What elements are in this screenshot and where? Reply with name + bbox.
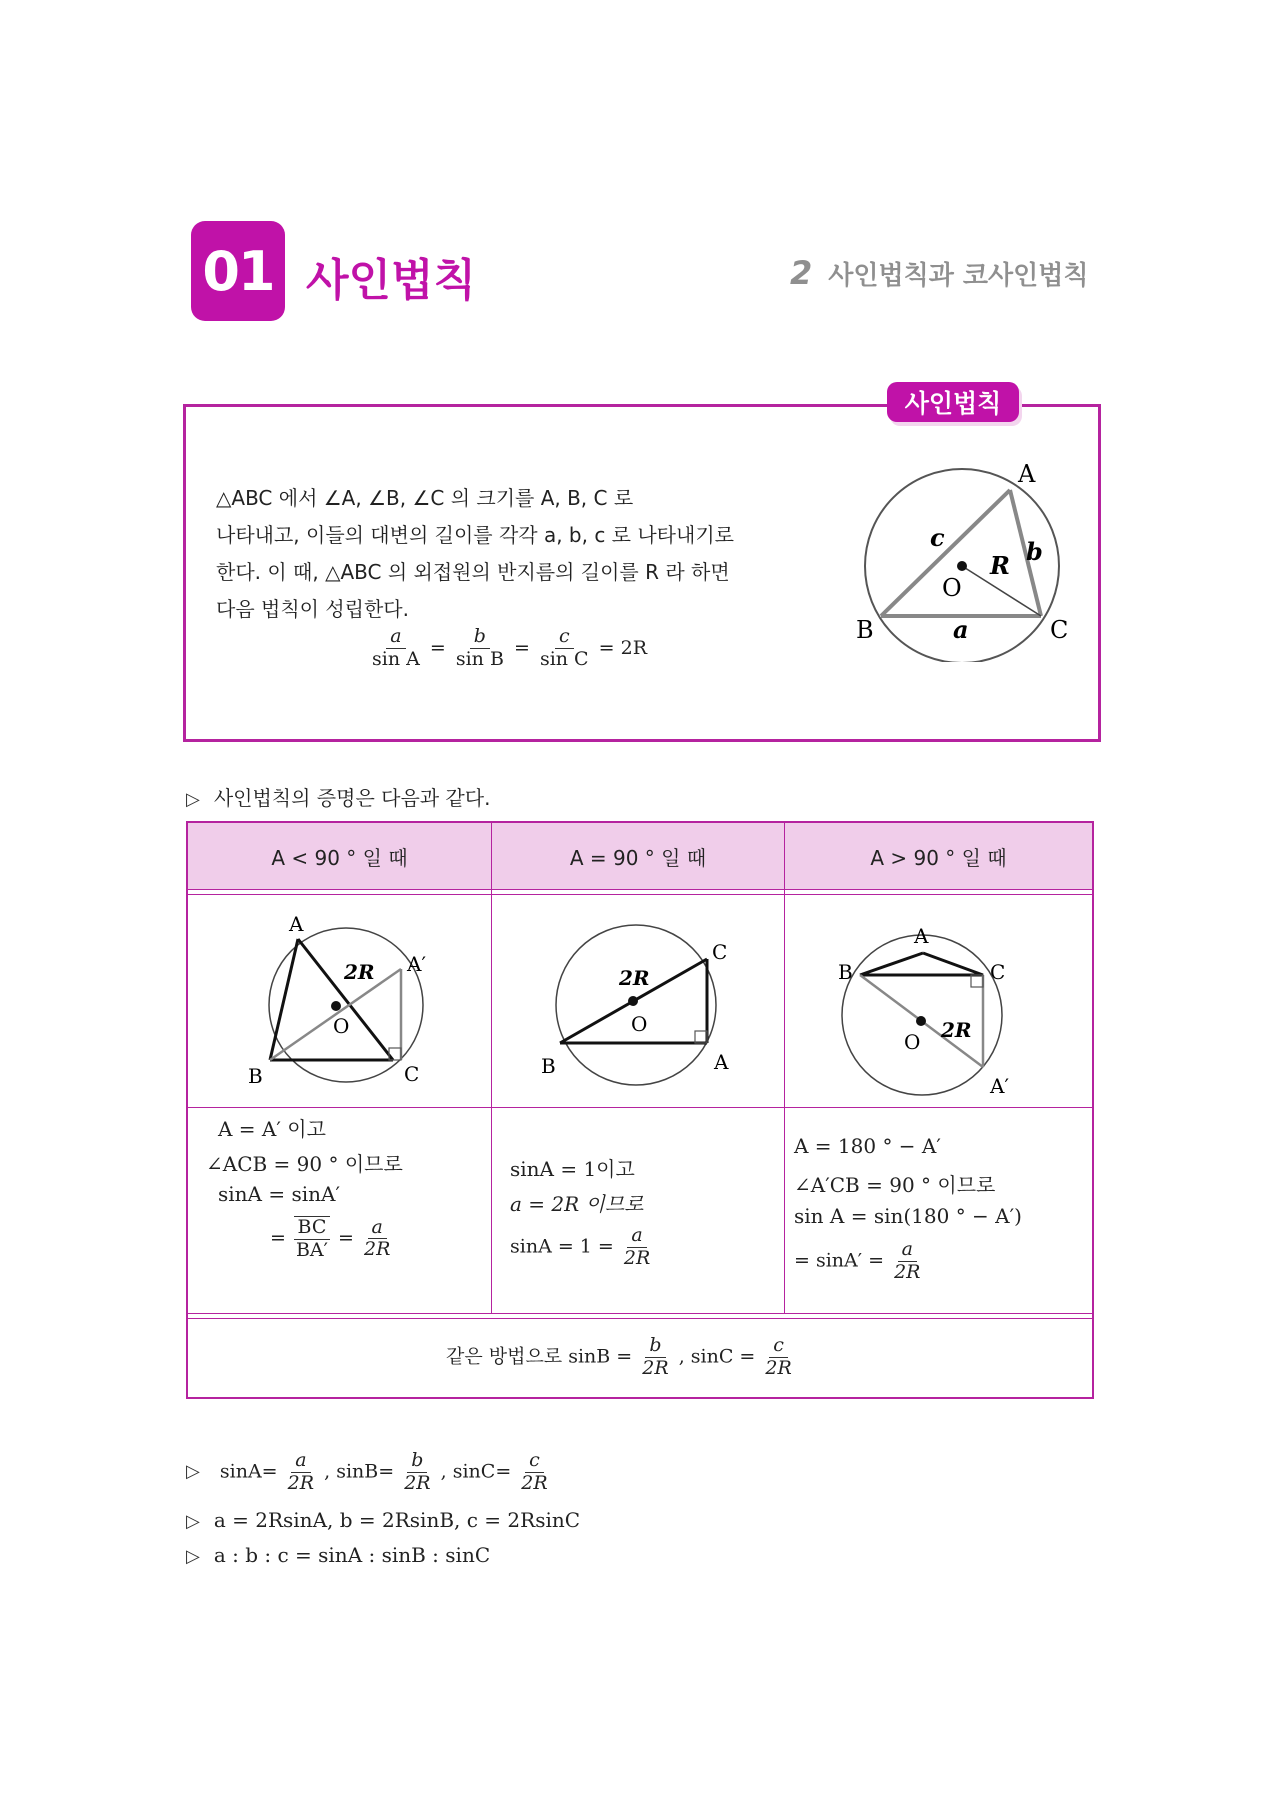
chapter-number: 2 (790, 254, 813, 292)
formula-eq: = (429, 636, 446, 659)
summary-sinB: , sinB= (324, 1460, 395, 1483)
col1-frac1-den: BA′ (295, 1238, 328, 1261)
header-obtuse: A > 90 ° 일 때 (785, 823, 1092, 889)
summary-n1: a (291, 1450, 310, 1473)
label-2R: 2R (619, 966, 650, 990)
col3-frac-num: a (898, 1239, 917, 1262)
law-text-line-4: 다음 법칙이 성립한다. (216, 597, 409, 621)
label-Aprime: A′ (990, 1074, 1009, 1098)
label-R: R (990, 551, 1010, 580)
label-B: B (248, 1064, 263, 1088)
label-A: A (914, 924, 929, 948)
label-Aprime: A′ (407, 952, 426, 976)
label-C: C (990, 960, 1006, 984)
section-number-badge: 01 (191, 221, 285, 321)
col3-frac-den: 2R (894, 1260, 921, 1283)
sine-law-formula (368, 626, 647, 671)
col3-fraction-line (794, 1239, 924, 1284)
col2-line1: sinA = 1이고 (510, 1157, 635, 1181)
label-O: O (942, 574, 962, 602)
label-B: B (856, 616, 874, 644)
formula-den-sinA: sin A (372, 647, 420, 670)
triangle-bullet-icon: ▷ (186, 1546, 200, 1567)
label-2R: 2R (941, 1018, 972, 1042)
proof-intro (186, 782, 490, 811)
footer-fc-num: c (769, 1335, 788, 1358)
summary-line-2 (186, 1508, 580, 1532)
col2-line2: a = 2R 이므로 (510, 1192, 644, 1216)
formula-eq: = (513, 636, 530, 659)
circumcircle-diagram (850, 452, 1090, 662)
col3-line2: ∠A′CB = 90 ° 이므로 (794, 1173, 996, 1197)
formula-num-a: a (386, 626, 405, 649)
label-C: C (712, 940, 728, 964)
col2-line3: sinA = 1 = (510, 1235, 614, 1258)
label-C: C (1050, 616, 1069, 644)
label-c: c (930, 523, 945, 552)
label-O: O (904, 1030, 921, 1054)
proof-table (186, 821, 1094, 1399)
col2-frac-den: 2R (623, 1246, 651, 1269)
proof-footer (446, 1335, 796, 1380)
footer-fc-den: 2R (765, 1356, 792, 1379)
formula-den-sinC: sin C (539, 647, 589, 670)
summary-line-3-text: a : b : c = sinA : sinB : sinC (213, 1543, 491, 1567)
col1-frac1-num: BC (294, 1216, 331, 1240)
label-A: A (714, 1050, 729, 1074)
summary-n2: b (407, 1450, 427, 1473)
label-A: A (289, 912, 304, 936)
sine-law-tag: 사인법칙 (887, 382, 1019, 422)
acute-diagram (248, 903, 448, 1103)
obtuse-diagram (838, 895, 1058, 1105)
proof-intro-text: 사인법칙의 증명은 다음과 같다. (213, 786, 491, 810)
summary-line-1 (186, 1450, 552, 1495)
center-point (957, 561, 967, 571)
label-a: a (953, 615, 969, 644)
summary-line-3 (186, 1543, 490, 1567)
section-title: 사인법칙 (306, 255, 477, 306)
footer-mid: , sinC = (678, 1345, 756, 1368)
law-text-line-1: △ABC 에서 ∠A, ∠B, ∠C 의 크기를 A, B, C 로 (216, 486, 634, 510)
chapter-title: 사인법칙과 코사인법칙 (828, 261, 1089, 291)
right-diagram (533, 903, 753, 1103)
label-b: b (1026, 537, 1043, 566)
footer-fb-den: 2R (642, 1356, 669, 1379)
col1-line3: sinA = sinA′ (218, 1182, 340, 1206)
triangle-bullet-icon: ▷ (186, 789, 200, 810)
summary-sinC: , sinC= (440, 1460, 512, 1483)
col1-line1: A = A′ 이고 (218, 1117, 326, 1141)
triangle-bullet-icon: ▷ (186, 1511, 200, 1532)
col1-fraction-line (270, 1216, 394, 1262)
triangle-bullet-icon: ▷ (186, 1461, 200, 1483)
col3-line1: A = 180 ° − A′ (794, 1134, 941, 1158)
summary-sinA: sinA= (219, 1460, 278, 1483)
label-C: C (404, 1062, 420, 1086)
col2-frac-num: a (627, 1225, 646, 1248)
formula-num-c: c (555, 626, 574, 649)
col1-frac2-den: 2R (363, 1238, 391, 1261)
law-text-line-3: 한다. 이 때, △ABC 의 외접원의 반지름의 길이를 R 라 하면 (216, 560, 730, 584)
col1-frac2-num: a (368, 1217, 387, 1240)
law-text-line-2: 나타내고, 이들의 대변의 길이를 각각 a, b, c 로 나타내기로 (216, 523, 734, 547)
summary-line-2-text: a = 2RsinA, b = 2RsinB, c = 2RsinC (213, 1508, 581, 1532)
formula-rhs: = 2R (598, 636, 647, 659)
col3-line4: = sinA′ = (794, 1249, 885, 1272)
header-right: A = 90 ° 일 때 (492, 823, 784, 889)
col1-eq: = (270, 1226, 286, 1249)
label-O: O (631, 1012, 648, 1036)
summary-d2: 2R (404, 1471, 431, 1494)
label-B: B (541, 1054, 556, 1078)
footer-fb-num: b (645, 1335, 665, 1358)
col2-fraction-line (510, 1225, 654, 1270)
summary-d3: 2R (521, 1471, 548, 1494)
formula-den-sinB: sin B (455, 647, 504, 670)
col3-line3: sin A = sin(180 ° − A′) (794, 1204, 1022, 1228)
header-acute: A < 90 ° 일 때 (188, 823, 491, 889)
col1-line2: ∠ACB = 90 ° 이므로 (206, 1152, 403, 1176)
chapter-heading (790, 254, 1088, 292)
summary-d1: 2R (287, 1471, 315, 1494)
col1-eq: = (338, 1226, 354, 1249)
footer-text: 같은 방법으로 sinB = (446, 1345, 633, 1368)
summary-n3: c (525, 1450, 544, 1473)
label-A: A (1018, 460, 1036, 488)
label-O: O (333, 1014, 350, 1038)
formula-num-b: b (470, 626, 490, 649)
label-B: B (838, 960, 853, 984)
label-2R: 2R (344, 960, 375, 984)
